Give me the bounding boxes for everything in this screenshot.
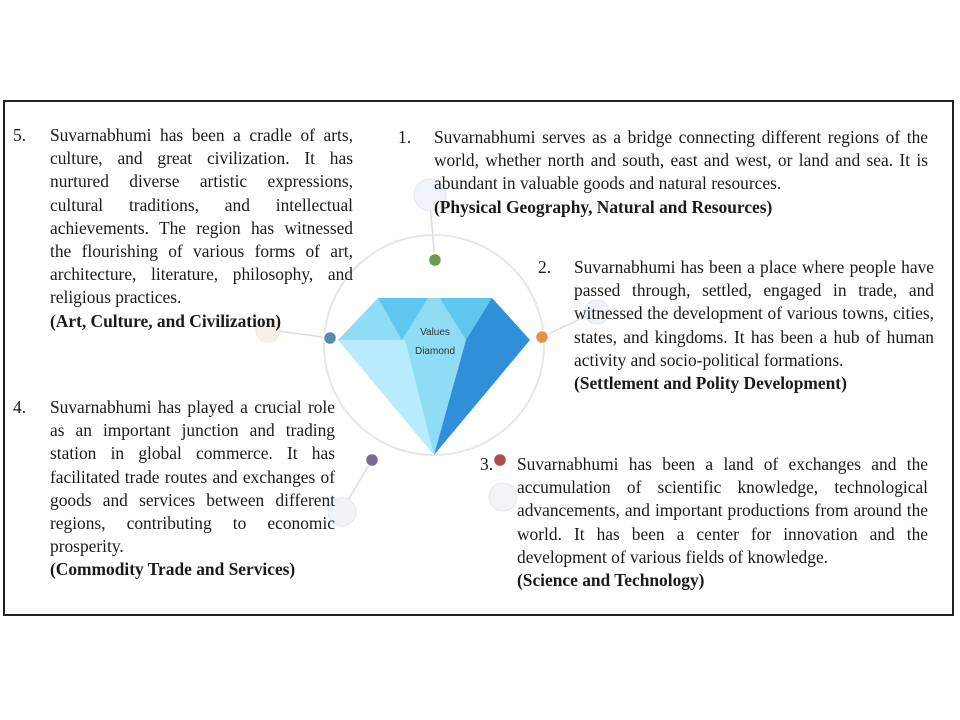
item-3-text: Suvarnabhumi has been a land of exchanges and the accumulation of scientific knowledge, technological advancements, and important productions from around the world. It has been a center for innovation and the development of various fields of knowledge. (517, 454, 928, 567)
diamond-label-diamond: Diamond (414, 346, 456, 357)
item-2 (538, 256, 934, 395)
item-4-category: (Commodity Trade and Services) (50, 559, 296, 580)
dot-4 (366, 454, 379, 467)
connector-4 (345, 460, 372, 505)
item-1-category: (Physical Geography, Natural and Resources) (434, 196, 773, 217)
item-1-text: Suvarnabhumi serves as a bridge connecting different regions of the world, whether north and south, east and west, or land and sea. It is abundant in valuable goods and natural resources. (434, 127, 928, 194)
item-5 (13, 124, 353, 333)
item-3 (480, 453, 928, 592)
item-3-category: (Science and Technology) (517, 570, 705, 591)
item-2-number: 2. (538, 257, 552, 277)
dot-1 (429, 254, 442, 267)
item-5-category: (Art, Culture, and Civilization) (50, 310, 282, 331)
item-4-text: Suvarnabhumi has played a crucial role as an important junction and trading station in global commerce. It has facilitated trade routes and exchanges of goods and services between different regions, contributing to economic prosperity. (50, 397, 335, 557)
dot-5 (324, 332, 337, 345)
item-5-number: 5. (13, 125, 27, 145)
item-5-text: Suvarnabhumi has been a cradle of arts, culture, and great civilization. It has nurtured diverse artistic expressions, cultural traditions, and intellectual achievements. The region has witnessed the flourishing of various forms of art, architecture, literature, philosophy, and religious practices. (50, 125, 353, 308)
item-4 (13, 396, 335, 582)
item-1 (398, 126, 928, 219)
item-4-number: 4. (13, 397, 27, 417)
diamond-label-values: Values (420, 327, 450, 338)
item-1-number: 1. (398, 127, 412, 147)
item-2-category: (Settlement and Polity Development) (574, 373, 847, 394)
item-3-number: 3. (480, 454, 494, 474)
item-2-text: Suvarnabhumi has been a place where people have passed through, settled, engaged in trade, and witnessed the development of various towns, cities, states, and kingdoms. It has been a hub of human activity and socio-political formations. (574, 257, 934, 370)
